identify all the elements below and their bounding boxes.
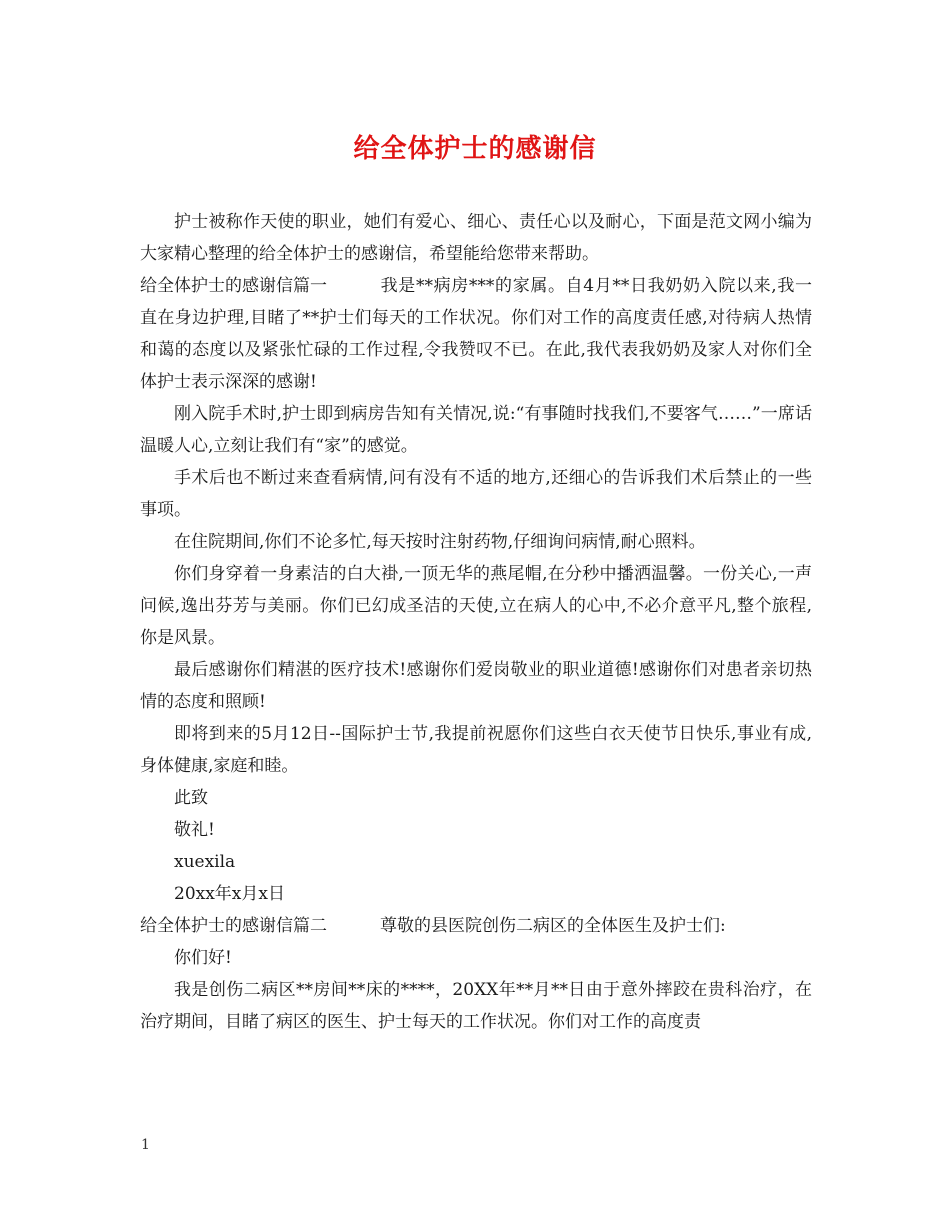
- paragraph: 即将到来的5月12日--国际护士节,我提前祝愿你们这些白衣天使节日快乐,事业有成,身体健康,家庭和睦。: [140, 724, 812, 776]
- document-body: [140, 206, 812, 1038]
- paragraph: 手术后也不断过来查看病情,问有没有不适的地方,还细心的告诉我们术后禁止的一些事项。: [140, 468, 812, 520]
- greeting-line: 你们好!: [174, 948, 232, 968]
- intro-paragraph: 护士被称作天使的职业，她们有爱心、细心、责任心以及耐心，下面是范文网小编为大家精心整理的给全体护士的感谢信，希望能给您带来帮助。: [140, 212, 812, 264]
- paragraph-text: 我是**病房***的家属。自4月**日我奶奶入院以来,我一直在身边护理,目睹了**护士们每天的工作状况。你们对工作的高度责任感,对待病人热情和蔼的态度以及紧张忙碌的工作过程,令我赞叹不已。在此,我代表我奶奶及家人对你们全体护士表示深深的感谢!: [140, 276, 812, 392]
- paragraph-text: 尊敬的县医院创伤二病区的全体医生及护士们:: [380, 916, 726, 936]
- closing-line: 此致: [174, 788, 208, 808]
- paragraph: 最后感谢你们精湛的医疗技术!感谢你们爱岗敬业的职业道德!感谢你们对患者亲切热情的态度和照顾!: [140, 660, 812, 712]
- section-heading-one: 给全体护士的感谢信篇一: [140, 276, 327, 296]
- section-heading-two: 给全体护士的感谢信篇二: [140, 916, 327, 936]
- signature: xuexila: [174, 852, 236, 872]
- date-line: 20xx年x月x日: [174, 884, 285, 904]
- paragraph: 我是创伤二病区**房间**床的****，20XX年**月**日由于意外摔跤在贵科治疗，在治疗期间，目睹了病区的医生、护士每天的工作状况。你们对工作的高度责: [140, 980, 812, 1032]
- page-number: 1: [141, 1137, 150, 1153]
- paragraph-section-one-start: [140, 270, 812, 398]
- paragraph: 你们身穿着一身素洁的白大褂,一顶无华的燕尾帽,在分秒中播洒温馨。一份关心,一声问候,逸出芬芳与美丽。你们已幻成圣洁的天使,立在病人的心中,不必介意平凡,整个旅程,你是风景。: [140, 564, 812, 648]
- paragraph: 在住院期间,你们不论多忙,每天按时注射药物,仔细询问病情,耐心照料。: [174, 532, 706, 552]
- paragraph-section-two-start: [140, 910, 812, 942]
- closing-line: 敬礼!: [174, 820, 215, 840]
- paragraph: 刚入院手术时,护士即到病房告知有关情况,说:“有事随时找我们,不要客气……”一席话温暖人心,立刻让我们有“家”的感觉。: [140, 404, 812, 456]
- document-title: 给全体护士的感谢信: [353, 134, 597, 164]
